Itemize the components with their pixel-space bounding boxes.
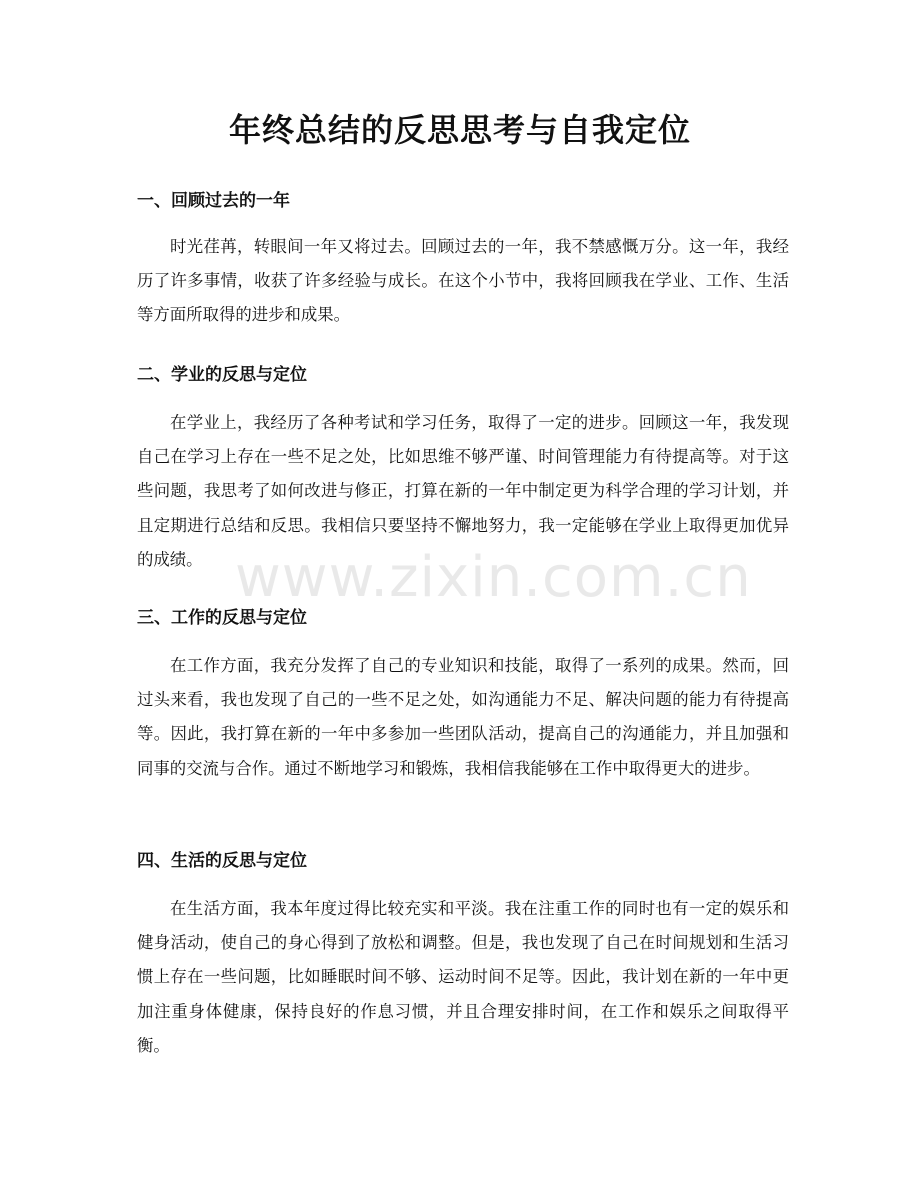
section-heading-study: 二、学业的反思与定位 bbox=[137, 365, 307, 385]
document-title: 年终总结的反思思考与自我定位 bbox=[228, 111, 691, 149]
watermark: www.zixin.com.cn bbox=[235, 545, 752, 610]
section-heading-life: 四、生活的反思与定位 bbox=[137, 851, 307, 871]
section-body-life: 在生活方面，我本年度过得比较充实和平淡。我在注重工作的同时也有一定的娱乐和健身活动，使自己的身心得到了放松和调整。但是，我也发现了自己在时间规划和生活习惯上存在一些问题，比如睡眠时间不够、运动时间不足等。因此，我计划在新的一年中更加注重身体健康，保持良好的作息习惯，并且合理安排时间，在工作和娱乐之间取得平衡。 bbox=[137, 899, 789, 1055]
section-heading-review: 一、回顾过去的一年 bbox=[137, 191, 290, 211]
section-body-review: 时光荏苒，转眼间一年又将过去。回顾过去的一年，我不禁感慨万分。这一年，我经历了许多事情，收获了许多经验与成长。在这个小节中，我将回顾我在学业、工作、生活等方面所取得的进步和成果。 bbox=[137, 237, 789, 325]
section-heading-work: 三、工作的反思与定位 bbox=[137, 608, 307, 628]
section-body-work: 在工作方面，我充分发挥了自己的专业知识和技能，取得了一系列的成果。然而，回过头来看，我也发现了自己的一些不足之处，如沟通能力不足、解决问题的能力有待提高等。因此，我打算在新的一年中多参加一些团队活动，提高自己的沟通能力，并且加强和同事的交流与合作。通过不断地学习和锻炼，我相信我能够在工作中取得更大的进步。 bbox=[137, 656, 789, 778]
section-body-study: 在学业上，我经历了各种考试和学习任务，取得了一定的进步。回顾这一年，我发现自己在学习上存在一些不足之处，比如思维不够严谨、时间管理能力有待提高等。对于这些问题，我思考了如何改进与修正，打算在新的一年中制定更为科学合理的学习计划，并且定期进行总结和反思。我相信只要坚持不懈地努力，我一定能够在学业上取得更加优异的成绩。 bbox=[137, 413, 789, 569]
